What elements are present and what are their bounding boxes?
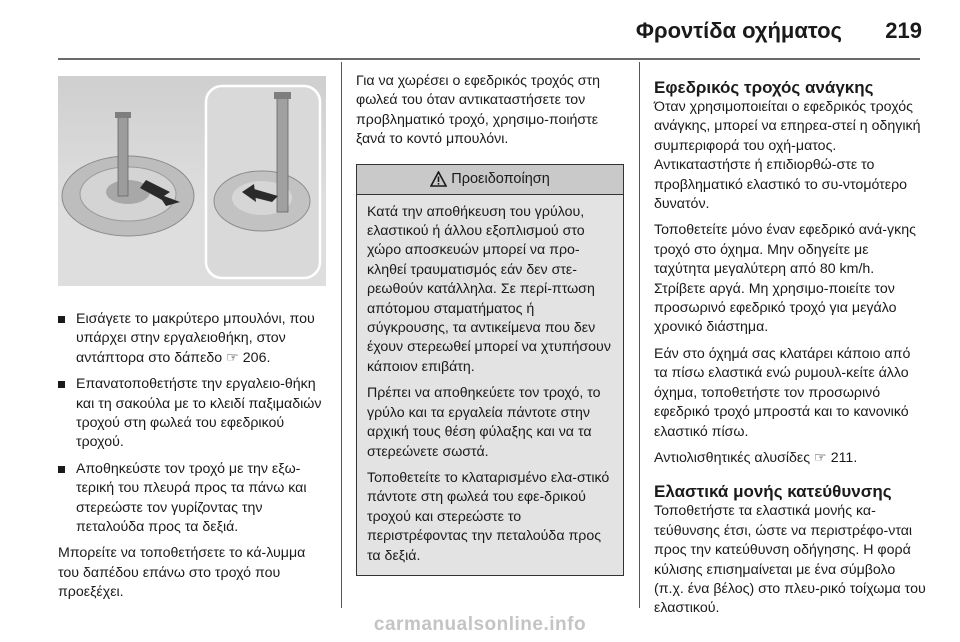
column-3 bbox=[654, 62, 926, 626]
page-number: 219 bbox=[885, 18, 922, 43]
column-divider-1 bbox=[341, 62, 342, 608]
short-bolt-note: Για να χωρέσει ο εφεδρικός τροχός στη φωλεά του όταν αντικαταστήσετε τον προβληματικό τροχό, χρησιμο-ποιήστε ξανά το κοντό μπουλόνι. bbox=[356, 73, 601, 148]
page-header bbox=[0, 0, 960, 62]
warning-body bbox=[357, 195, 623, 575]
spare-wheel-illustration bbox=[58, 76, 326, 286]
warning-header bbox=[357, 165, 623, 195]
warning-title: Προειδοποίηση bbox=[451, 171, 550, 188]
paragraph: Εάν στο όχημά σας κλατάρει κάποιο από τα πίσω ελαστικά ενώ ρυμουλ-κείτε άλλο όχημα, τοποθετήστε τον προσωρινό εφεδρικό τροχό μπροστά και το κανονικό ελαστικό πίσω. bbox=[654, 345, 911, 440]
column-1 bbox=[58, 62, 326, 603]
warning-paragraph: Κατά την αποθήκευση του γρύλου, ελαστικού ή άλλου εξοπλισμού στο χώρο αποσκευών μπορεί να προ-κληθεί τραυματισμός εάν δεν στε-ρεωθούν κατάλληλα. Σε περί-πτωση απότομου σταματήματος ή σύγκρουσης, τα αντικείμενα που δεν έχουν στερεωθεί μπορεί να χτυπήσουν κάποιον επιβάτη. bbox=[367, 203, 611, 375]
snow-chains-xref: Αντιολισθητικές αλυσίδες ☞ 211. bbox=[654, 449, 858, 466]
warning-box bbox=[356, 164, 624, 576]
list-item: Επανατοποθετήστε την εργαλειο-θήκη και τη σακούλα με το κλειδί παξιμαδιών τροχού στη φωλεά του εφεδρικού τροχού. bbox=[58, 375, 326, 453]
list-item: Εισάγετε το μακρύτερο μπουλόνι, που υπάρχει στην εργαλειοθήκη, στον αντάπτορα στο δάπεδο ☞ 206. bbox=[58, 310, 326, 368]
watermark: carmanualsonline.info bbox=[373, 614, 587, 635]
warning-paragraph: Πρέπει να αποθηκεύετε τον τροχό, το γρύλο και τα εργαλεία πάντοτε στην αρχική τους θέση φύλαξης και να τα στερεώνετε σωστά. bbox=[367, 385, 601, 460]
instruction-list bbox=[58, 310, 326, 537]
floor-cover-note: Μπορείτε να τοποθετήσετε το κά-λυμμα του δαπέδου επάνω στο τροχό που προεξέχει. bbox=[58, 545, 306, 601]
warning-paragraph: Τοποθετείτε το κλαταρισμένο ελα-στικό πάντοτε στη φωλεά του εφε-δρικού τροχού και στερεώστε το περιστρέφοντας την πεταλούδα προς τα δεξιά. bbox=[367, 469, 610, 564]
warning-triangle-icon bbox=[430, 171, 447, 187]
list-item: Αποθηκεύστε τον τροχό με την εξω-τερική του πλευρά προς τα πάνω και στερεώστε τον γυρίζοντας την πεταλούδα προς τα δεξιά. bbox=[58, 460, 326, 538]
column-divider-2 bbox=[639, 62, 640, 608]
wheel-well-drawing bbox=[58, 76, 326, 286]
section-title: Φροντίδα οχήματος bbox=[635, 18, 842, 43]
heading-emergency-spare: Εφεδρικός τροχός ανάγκης bbox=[654, 78, 874, 97]
heading-directional-tyres: Ελαστικά μονής κατεύθυνσης bbox=[654, 482, 892, 502]
bullet-square-icon bbox=[58, 316, 65, 323]
paragraph: Τοποθετήστε τα ελαστικά μονής κα-τεύθυνσης έτσι, ώστε να περιστρέφο-νται προς την κατεύθυνση οδήγησης. Η φορά κύλισης επισημαίνεται με ένα σύμβολο (π.χ. ένα βέλος) στο πλευ-ρικό τοίχωμα του ελαστικού. bbox=[654, 503, 926, 617]
bullet-square-icon bbox=[58, 381, 65, 388]
header-rule bbox=[58, 58, 920, 60]
column-2 bbox=[356, 62, 624, 576]
paragraph: Όταν χρησιμοποιείται ο εφεδρικός τροχός ανάγκης, μπορεί να επηρεα-στεί η οδηγική συμπεριφορά του οχή-ματος. Αντικαταστήστε ή επιδιορθώ-στε το προβληματικό ελαστικό το συ-ντομότερο δυνατόν. bbox=[654, 99, 921, 213]
bullet-square-icon bbox=[58, 466, 65, 473]
paragraph: Τοποθετείτε μόνο έναν εφεδρικό ανά-γκης τροχό στο όχημα. Μην οδηγείτε με ταχύτητα μεγαλύτερη από 80 km/h. Στρίβετε αργά. Μη χρησιμο-ποιείτε τον προσωρινό εφεδρικό τροχό για μεγάλο χρονικό διάστημα. bbox=[654, 222, 916, 336]
